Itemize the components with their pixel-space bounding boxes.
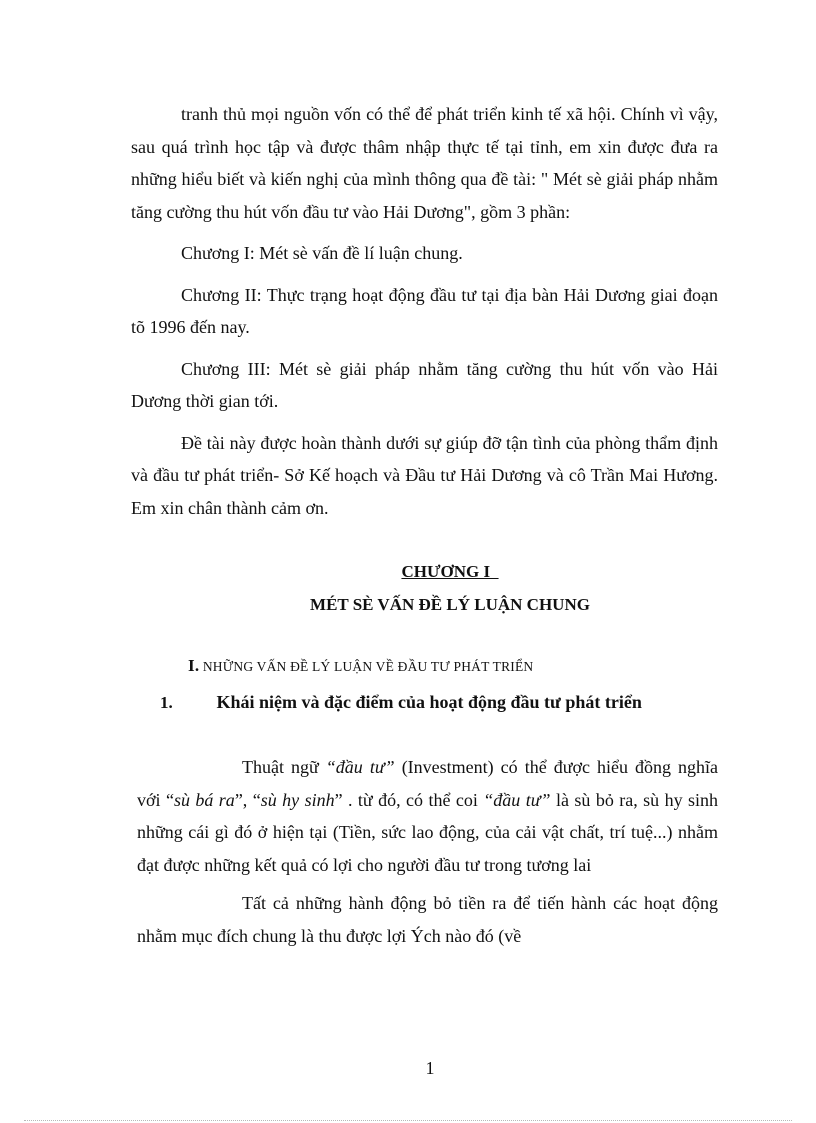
chapter-title: MÉT SÈ VẤN ĐỀ LÝ LUẬN CHUNG (310, 595, 590, 614)
term-synonym-1: sù bá ra (173, 789, 235, 810)
term-investment: “đầu tư” (325, 757, 395, 777)
term-synonym-2: sù hy sinh (260, 789, 335, 810)
intro-paragraph-1: tranh thủ mọi nguồn vốn có thể để phát triển kinh tế xã hội. Chính vì vậy, sau quá trình học tập và được thâm nhập thực tế tại tỉnh, em xin được đưa ra những hiểu biết và kiến nghị của mình thông qua đề tài: " Mét sè giải pháp nhằm tăng cường thu hút vốn đầu tư vào Hải Dương", gồm 3 phần: (131, 104, 718, 222)
body-text: Thuật ngữ (242, 757, 326, 777)
page-bottom-divider (24, 1120, 792, 1121)
intro-paragraph-chapter-3: Chương III: Mét sè giải pháp nhằm tăng cường thu hút vốn vào Hải Dương thời gian tới. (131, 358, 718, 411)
body-text: là sù bỏ ra, sù hy sinh những cái gì đó ở hiện tại (Tiền, sức lao động, của cải vật chất, trí tuệ...) nhằm đạt được những kết quả có lợi cho người đầu tư trong tương lai (137, 789, 719, 875)
section-title: NHỮNG VẤN ĐỀ LÝ LUẬN VỀ ĐẦU TƯ PHÁT TRIỂN (202, 659, 534, 674)
page-number: 1 (425, 1058, 435, 1078)
section-number: I. (188, 656, 200, 675)
intro-paragraph-chapter-1: Chương I: Mét sè vấn đề lí luận chung. (181, 243, 463, 263)
intro-paragraph-acknowledgement: Đề tài này được hoàn thành dưới sự giúp đỡ tận tình của phòng thẩm định và đầu tư phát triển- Sở Kế hoạch và Đầu tư Hải Dương và cô Trần Mai Hương. Em xin chân thành cảm ơn. (131, 432, 718, 518)
subsection-number: 1. (160, 693, 173, 712)
subsection-title: Khái niệm và đặc điểm của hoạt động đầu tư phát triển (216, 692, 642, 712)
term-investment-2: “đầu tư” (483, 789, 551, 810)
body-text: (Investment) có thể được hiểu đồng nghĩa với “ (137, 757, 719, 810)
body-paragraph-2: Tất cả những hành động bỏ tiền ra để tiến hành các hoạt động nhằm mục đích chung là thu được lợi Ých nào đó (về (137, 893, 718, 946)
intro-paragraph-chapter-2: Chương II: Thực trạng hoạt động đầu tư tại địa bàn Hải Dương giai đoạn tõ 1996 đến nay. (131, 284, 718, 337)
intro-block (131, 98, 718, 524)
body-paragraph-1 (137, 751, 718, 881)
body-text: ” . từ đó, có thể coi (334, 789, 484, 810)
body-text: ”, “ (234, 789, 261, 810)
subsection-heading (160, 686, 718, 720)
chapter-label: CHƯƠNG I (401, 562, 499, 581)
section-heading (188, 656, 533, 676)
body-block (137, 751, 718, 952)
